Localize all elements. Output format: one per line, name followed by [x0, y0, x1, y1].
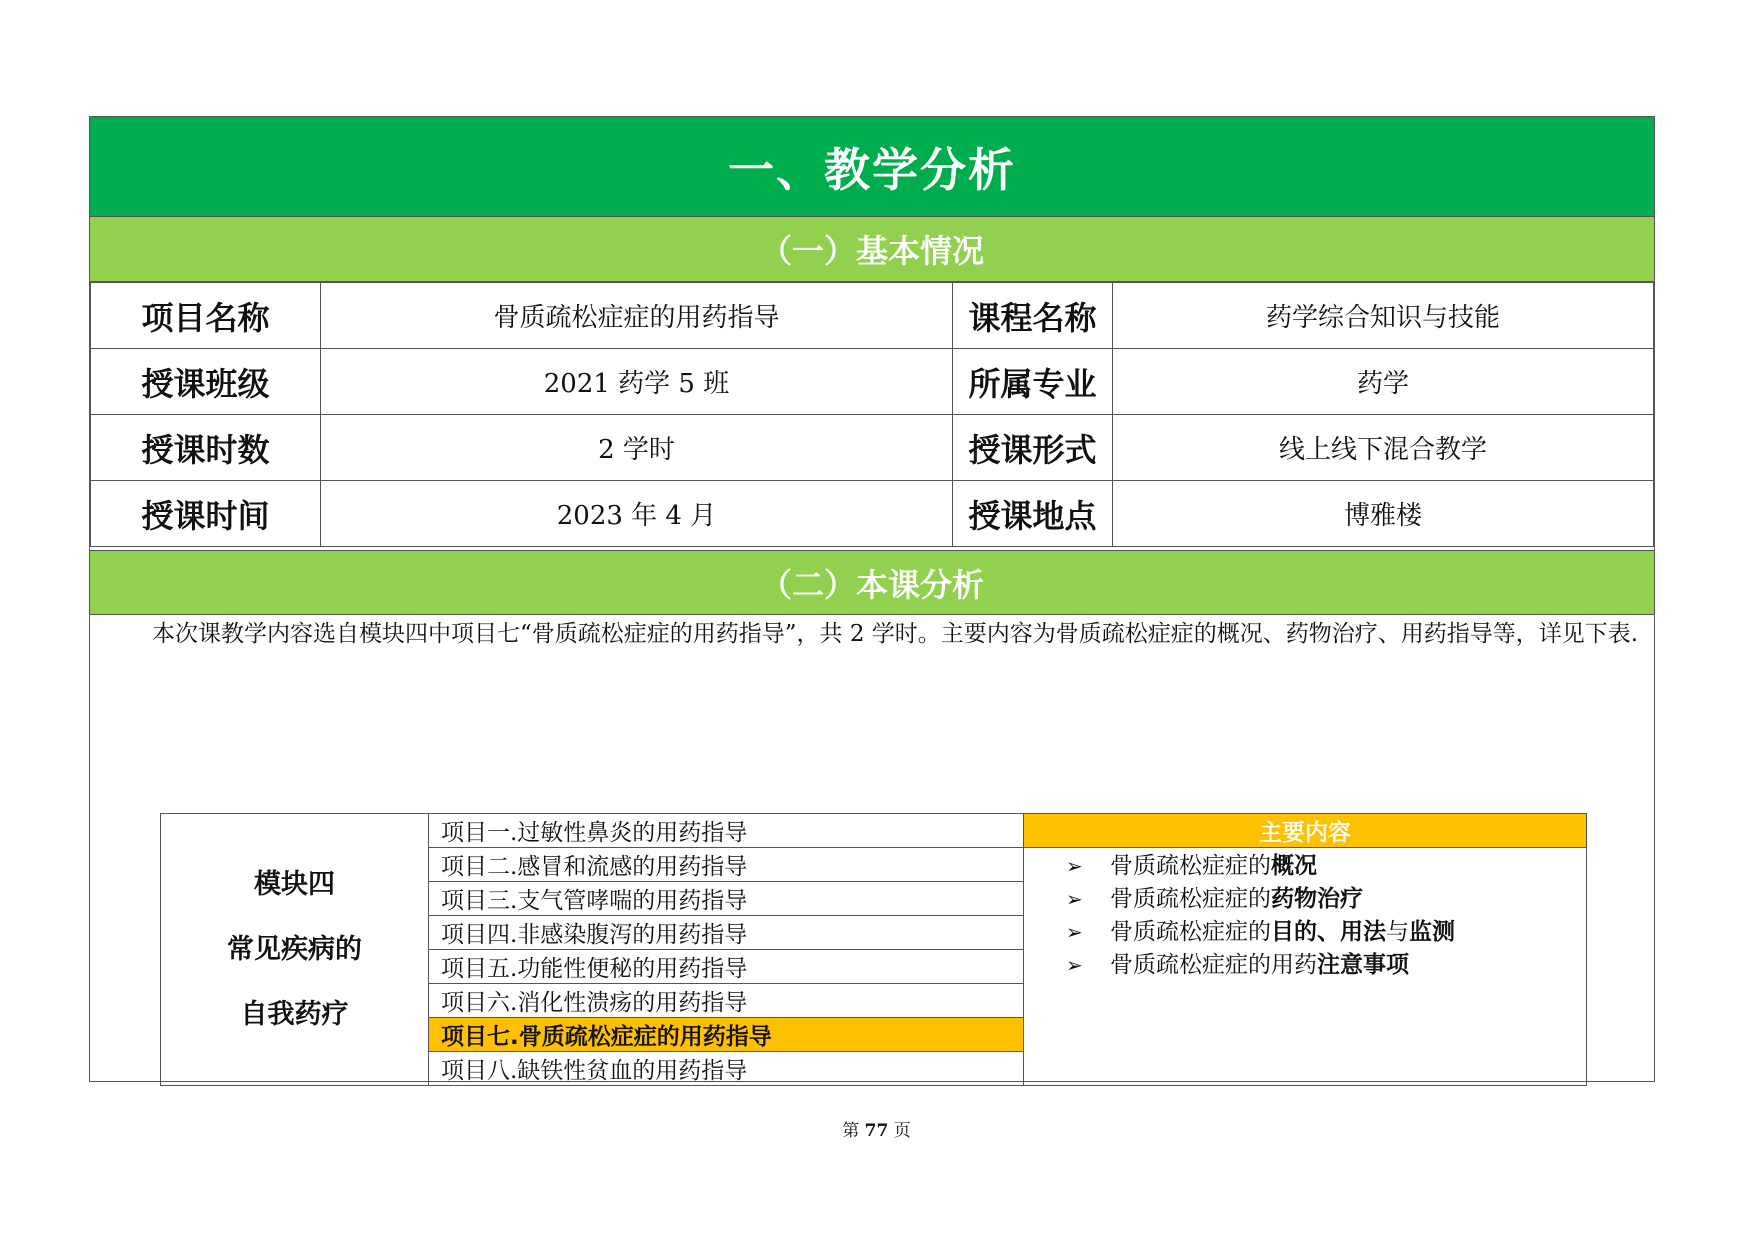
content-prefix: 骨质疏松症症的用药 — [1110, 952, 1317, 978]
teaching-analysis-frame — [89, 116, 1655, 1082]
info-key: 所属专业 — [953, 349, 1113, 415]
info-value: 骨质疏松症症的用药指导 — [321, 283, 953, 349]
info-value: 2 学时 — [321, 415, 953, 481]
arrowhead-bullet-icon: ➢ — [1066, 920, 1083, 944]
arrowhead-bullet-icon: ➢ — [1066, 953, 1083, 977]
content-emphasis: 目的、用法 — [1271, 919, 1386, 945]
info-value: 药学 — [1113, 349, 1654, 415]
arrowhead-bullet-icon: ➢ — [1066, 854, 1083, 878]
section-title: 一、教学分析 — [728, 142, 1016, 197]
section-title-band — [90, 117, 1654, 217]
content-prefix: 骨质疏松症症的 — [1110, 919, 1271, 945]
project-item: 项目四.非感染腹泻的用药指导 — [429, 916, 1024, 950]
list-item — [1066, 850, 1586, 883]
lesson-analysis-title: （二）本课分析 — [759, 565, 984, 604]
content-emphasis: 注意事项 — [1317, 952, 1409, 978]
list-item — [1066, 949, 1586, 982]
info-value: 2023 年 4 月 — [321, 481, 953, 547]
project-item-highlighted: 项目七.骨质疏松症症的用药指导 — [429, 1018, 1024, 1052]
info-value: 2021 药学 5 班 — [321, 349, 953, 415]
info-value: 药学综合知识与技能 — [1113, 283, 1654, 349]
info-key: 授课时数 — [91, 415, 321, 481]
module-name-line: 自我药疗 — [240, 999, 349, 1030]
project-item: 项目三.支气管哮喘的用药指导 — [429, 882, 1024, 916]
arrowhead-bullet-icon: ➢ — [1066, 887, 1083, 911]
list-item — [1066, 883, 1586, 916]
module-name-line: 模块四 — [254, 869, 335, 900]
basic-info-table — [90, 282, 1654, 547]
project-item: 项目二.感冒和流感的用药指导 — [429, 848, 1024, 882]
page-number — [0, 1116, 1753, 1141]
content-prefix: 骨质疏松症症的 — [1110, 886, 1271, 912]
main-content-header: 主要内容 — [1024, 814, 1587, 848]
page-number-suffix: 页 — [893, 1121, 911, 1141]
main-content-cell — [1024, 848, 1587, 1086]
page-number-prefix: 第 — [842, 1121, 860, 1141]
module-name-line: 常见疾病的 — [227, 934, 362, 965]
table-row — [91, 415, 1654, 481]
basic-info-title: （一）基本情况 — [759, 232, 984, 270]
project-item: 项目六.消化性溃疡的用药指导 — [429, 984, 1024, 1018]
project-item: 项目五.功能性便秘的用药指导 — [429, 950, 1024, 984]
table-row — [91, 481, 1654, 547]
info-value: 线上线下混合教学 — [1113, 415, 1654, 481]
content-emphasis: 药物治疗 — [1271, 886, 1363, 912]
lesson-analysis-band — [90, 550, 1654, 615]
module-table — [160, 813, 1587, 1086]
lesson-analysis-paragraph: 本次课教学内容选自模块四中项目七“骨质疏松症症的用药指导”，共 2 学时。主要内容为骨质疏松症症的概况、药物治疗、用药指导等，详见下表. — [152, 621, 1639, 647]
info-key: 课程名称 — [953, 283, 1113, 349]
info-key: 授课时间 — [91, 481, 321, 547]
main-content-list — [1024, 850, 1586, 982]
table-row — [91, 349, 1654, 415]
module-name-cell — [161, 814, 429, 1086]
info-key: 授课地点 — [953, 481, 1113, 547]
content-emphasis: 概况 — [1271, 853, 1317, 879]
table-row — [161, 814, 1587, 848]
table-row — [91, 283, 1654, 349]
project-item: 项目八.缺铁性贫血的用药指导 — [429, 1052, 1024, 1086]
list-item — [1066, 916, 1586, 949]
basic-info-band — [90, 217, 1654, 282]
info-key: 项目名称 — [91, 283, 321, 349]
page-number-value: 77 — [864, 1121, 889, 1141]
content-emphasis: 监测 — [1409, 919, 1455, 945]
content-connector: 与 — [1386, 919, 1409, 945]
info-key: 授课班级 — [91, 349, 321, 415]
info-key: 授课形式 — [953, 415, 1113, 481]
info-value: 博雅楼 — [1113, 481, 1654, 547]
project-item: 项目一.过敏性鼻炎的用药指导 — [429, 814, 1024, 848]
content-prefix: 骨质疏松症症的 — [1110, 853, 1271, 879]
